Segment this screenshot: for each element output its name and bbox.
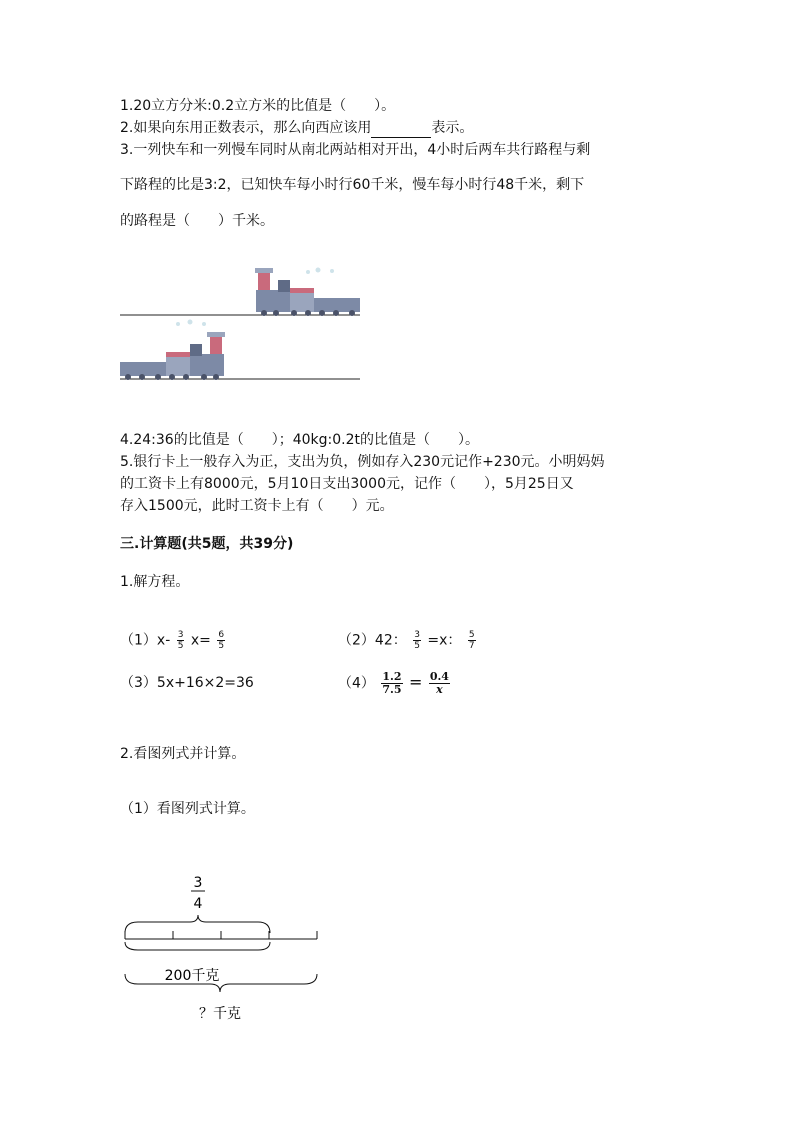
trains-illustration — [118, 262, 368, 387]
fraction — [177, 630, 185, 651]
equation-4 — [338, 671, 452, 696]
question-3-line2: 下路程的比是3:2，已知快车每小时行60千米，慢车每小时行48千米，剩下 — [120, 177, 585, 193]
question-5-line1: 5.银行卡上一般存入为正，支出为负，例如存入230元记作+230元。小明妈妈 — [120, 454, 605, 470]
question-1: 1.20立方分米:0.2立方米的比值是（ ）。 — [120, 98, 396, 114]
fraction-denominator: 4 — [193, 896, 203, 912]
question-3-line1: 3.一列快车和一列慢车同时从南北两站相对开出，4小时后两车共行路程与剩 — [120, 142, 591, 158]
equals-sign: = — [408, 672, 423, 692]
train-icon — [255, 268, 360, 317]
equation-2 — [338, 630, 478, 651]
question-2 — [120, 118, 473, 138]
equation-label: （1）x- — [120, 632, 171, 649]
equation-1 — [120, 630, 227, 651]
fraction — [381, 671, 402, 696]
subquestion-title: （1）看图列式计算。 — [120, 801, 255, 817]
fraction-numerator: 1.2 — [382, 670, 402, 683]
fraction — [429, 671, 450, 696]
question-5-line3: 存入1500元，此时工资卡上有（ ）元。 — [120, 498, 394, 514]
question-5-line2: 的工资卡上有8000元，5月10日支出3000元，记作（ ），5月25日又 — [120, 476, 574, 492]
fraction — [217, 630, 225, 651]
fraction-denominator: 7.5 — [382, 683, 402, 696]
question-label: ？千克 — [199, 1006, 241, 1022]
question-4: 4.24:36的比值是（ ）；40kg:0.2t的比值是（ ）。 — [120, 432, 479, 448]
equation-text: x= — [190, 632, 211, 649]
fraction-denominator: 5 — [414, 641, 420, 651]
equation-label: （4） — [338, 675, 375, 692]
fraction-denominator: x — [436, 683, 443, 696]
subquestion-title: 2.看图列式并计算。 — [120, 746, 246, 762]
question-2-text: 2.如果向东用正数表示，那么向西应该用 — [120, 120, 372, 136]
fraction — [413, 630, 421, 651]
fraction-numerator: 3 — [414, 630, 420, 640]
total-label: 200千克 — [164, 968, 220, 984]
fraction-denominator: 7 — [468, 641, 475, 651]
equation-3: （3）5x+16×2=36 — [120, 675, 254, 691]
fraction-numerator: 6 — [218, 630, 225, 640]
section-title: 三.计算题(共5题，共39分) — [120, 536, 294, 552]
equation-text: =x： — [427, 632, 462, 649]
fraction-numerator: 3 — [193, 875, 203, 891]
question-3-line3: 的路程是（ ）千米。 — [120, 213, 274, 229]
fraction-numerator: 5 — [468, 630, 475, 640]
fraction-denominator: 5 — [177, 641, 184, 651]
fraction-numerator: 0.4 — [429, 670, 449, 683]
fraction-numerator: 3 — [177, 630, 184, 640]
answer-blank[interactable] — [371, 123, 431, 138]
equation-label: （2）42： — [338, 632, 407, 649]
fraction-denominator: 5 — [218, 641, 225, 651]
segment-diagram — [110, 870, 340, 1030]
bottom-brace — [125, 974, 317, 992]
train-icon — [120, 320, 225, 381]
top-brace — [125, 915, 270, 933]
lower-brace — [125, 942, 270, 950]
subquestion-title: 1.解方程。 — [120, 574, 190, 590]
fraction — [468, 630, 476, 651]
question-2-tail: 表示。 — [431, 120, 474, 136]
